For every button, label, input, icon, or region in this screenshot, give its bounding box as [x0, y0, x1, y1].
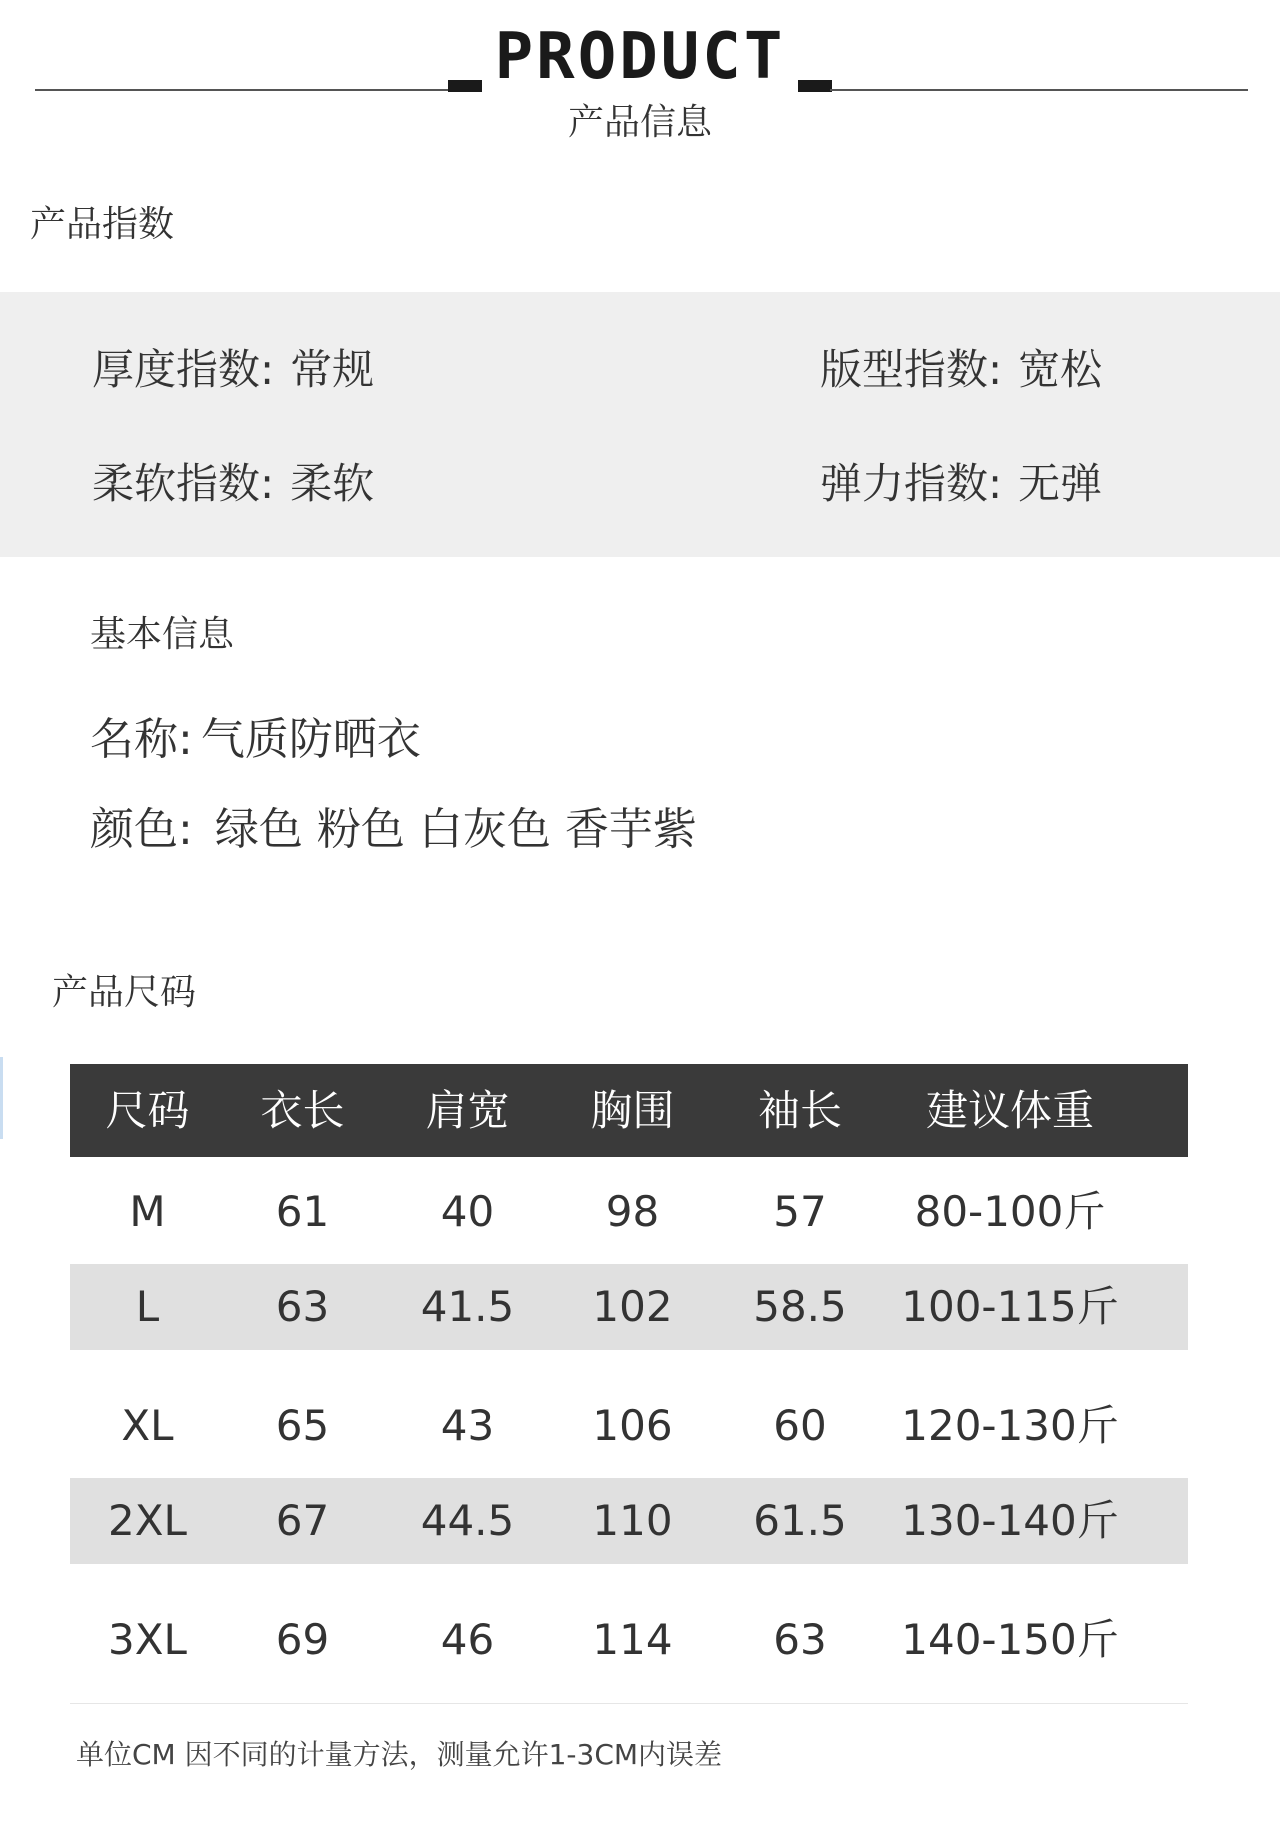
- product-colors-line: [90, 800, 711, 860]
- product-name-line: [90, 710, 421, 770]
- cell-sleeve: 61.5: [753, 1496, 847, 1545]
- cell-bust: 114: [592, 1615, 673, 1664]
- column-header-length: 衣长: [260, 1086, 345, 1135]
- left-edge-mark: [0, 1057, 3, 1139]
- cell-shoulder: 40: [440, 1187, 495, 1236]
- table-row: [70, 1157, 1188, 1264]
- index-label: 柔软指数:: [92, 459, 275, 508]
- table-row: [70, 1585, 1188, 1692]
- cell-size: 3XL: [108, 1615, 187, 1664]
- cell-weight: 100-115斤: [901, 1282, 1119, 1331]
- color-list: [215, 804, 711, 855]
- header-left-dash: [448, 80, 482, 92]
- table-row: [70, 1264, 1188, 1371]
- cell-weight: 140-150斤: [901, 1615, 1119, 1664]
- color-option: 白灰色: [418, 804, 551, 855]
- cell-bust: 106: [592, 1401, 673, 1450]
- cell-shoulder: 44.5: [420, 1496, 515, 1545]
- cell-weight: 130-140斤: [901, 1496, 1119, 1545]
- column-header-weight: 建议体重: [925, 1086, 1094, 1135]
- cell-size: M: [129, 1187, 166, 1236]
- cell-sleeve: 58.5: [753, 1282, 847, 1331]
- measurement-note: 单位CM 因不同的计量方法，测量允许1-3CM内误差: [76, 1738, 723, 1771]
- size-table: [70, 1064, 1188, 1692]
- column-header-shoulder: 肩宽: [425, 1086, 510, 1135]
- column-header-bust: 胸围: [590, 1086, 675, 1135]
- index-label: 厚度指数:: [92, 345, 275, 394]
- cell-length: 67: [275, 1496, 330, 1545]
- cell-bust: 102: [592, 1282, 673, 1331]
- index-item-fit: [820, 342, 1102, 398]
- cell-shoulder: 41.5: [420, 1282, 515, 1331]
- header-title: PRODUCT: [494, 20, 786, 94]
- basic-info-title: 基本信息: [90, 614, 235, 655]
- cell-sleeve: 63: [773, 1615, 827, 1664]
- index-value: 宽松: [1018, 345, 1103, 394]
- size-section-title: 产品尺码: [52, 972, 197, 1013]
- name-value: 气质防晒衣: [200, 714, 421, 765]
- cell-length: 63: [275, 1282, 330, 1331]
- size-table-header: [70, 1064, 1188, 1157]
- table-row: [70, 1478, 1188, 1585]
- index-item-thickness: [92, 342, 374, 398]
- index-item-elasticity: [820, 456, 1102, 512]
- cell-bust: 98: [605, 1187, 660, 1236]
- cell-length: 65: [275, 1401, 330, 1450]
- cell-shoulder: 43: [440, 1401, 495, 1450]
- cell-length: 69: [275, 1615, 330, 1664]
- header-right-dash: [798, 80, 832, 92]
- column-header-size: 尺码: [105, 1086, 190, 1135]
- cell-size: L: [135, 1282, 160, 1331]
- table-row: [70, 1371, 1188, 1478]
- header-left-rule: [35, 89, 450, 91]
- index-panel: [0, 292, 1280, 557]
- cell-sleeve: 60: [773, 1401, 827, 1450]
- index-label: 弹力指数:: [820, 459, 1003, 508]
- index-value: 柔软: [290, 459, 375, 508]
- color-option: 绿色: [214, 804, 303, 855]
- name-label: 名称:: [90, 714, 193, 765]
- table-bottom-rule: [70, 1703, 1188, 1704]
- index-label: 版型指数:: [820, 345, 1003, 394]
- cell-weight: 120-130斤: [901, 1401, 1119, 1450]
- color-label: 颜色:: [90, 804, 193, 855]
- column-header-sleeve: 袖长: [757, 1086, 842, 1135]
- cell-weight: 80-100斤: [914, 1187, 1106, 1236]
- index-value: 常规: [290, 345, 375, 394]
- cell-bust: 110: [592, 1496, 673, 1545]
- page-header: [0, 0, 1280, 160]
- cell-size: 2XL: [108, 1496, 187, 1545]
- cell-sleeve: 57: [773, 1187, 827, 1236]
- index-item-softness: [92, 456, 374, 512]
- cell-shoulder: 46: [440, 1615, 495, 1664]
- color-option: 粉色: [316, 804, 405, 855]
- index-section-title: 产品指数: [30, 204, 175, 245]
- index-value: 无弹: [1018, 459, 1103, 508]
- color-option: 香芋紫: [564, 804, 697, 855]
- cell-size: XL: [121, 1401, 174, 1450]
- header-right-rule: [830, 89, 1248, 91]
- cell-length: 61: [275, 1187, 330, 1236]
- header-subtitle: 产品信息: [567, 102, 712, 143]
